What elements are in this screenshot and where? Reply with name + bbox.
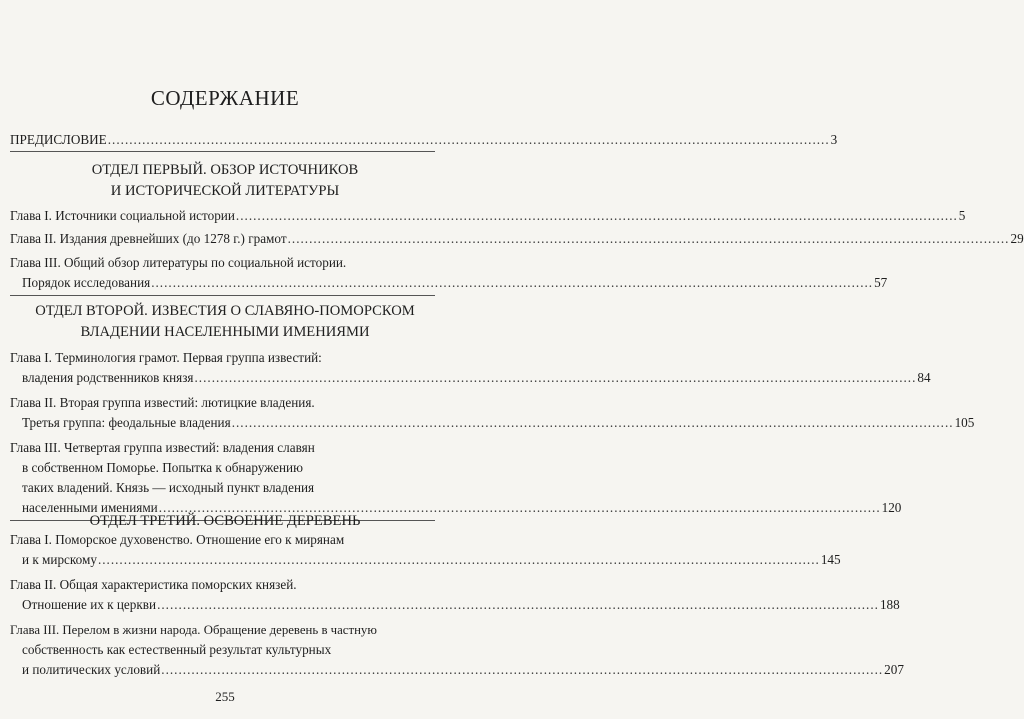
toc-entry-page: 145 <box>820 552 841 567</box>
toc-entry-s3-ch2[interactable] <box>10 575 900 615</box>
toc-entry-preface[interactable] <box>10 130 838 150</box>
toc-entry-page: 57 <box>874 275 888 290</box>
leader-dots: ........................................................................................................................................................................ <box>107 132 830 147</box>
page-number: 255 <box>215 689 235 704</box>
section-heading-line: И ИСТОРИЧЕСКОЙ ЛИТЕРАТУРЫ <box>110 183 340 199</box>
toc-entry-page: 188 <box>879 597 900 612</box>
section-divider <box>10 295 435 296</box>
toc-entry-title-cont: в собственном Поморье. Попытка к обнаружению <box>22 460 303 475</box>
toc-entry-title-cont: населенными имениями <box>22 500 158 515</box>
section-heading-line: ОТДЕЛ ТРЕТИЙ. ОСВОЕНИЕ ДЕРЕВЕНЬ <box>89 513 361 529</box>
toc-entry-page: 3 <box>830 132 838 147</box>
toc-entry-s1-ch1[interactable] <box>10 206 966 226</box>
toc-entry-title-cont: собственность как естественный результат культурных <box>22 642 332 657</box>
toc-entry-title: Глава II. Общая характеристика поморских князей. <box>10 577 297 592</box>
page-title: СОДЕРЖАНИЕ <box>150 86 300 110</box>
leader-dots: ........................................................................................................................................................................ <box>235 208 958 223</box>
toc-entry-title: Глава I. Источники социальной истории <box>10 208 235 223</box>
toc-entry-title-cont: Порядок исследования <box>22 275 151 290</box>
toc-entry-s1-ch3[interactable] <box>10 253 888 293</box>
toc-entry-s2-ch2[interactable] <box>10 393 975 433</box>
section-heading-2 <box>0 301 450 343</box>
toc-entry-page: 29 <box>1010 231 1024 246</box>
toc-entry-title-cont: и политических условий <box>22 662 161 677</box>
toc-entry-s3-ch1[interactable] <box>10 530 841 570</box>
toc-entry-page: 105 <box>954 415 975 430</box>
toc-entry-title-cont: таких владений. Князь — исходный пункт владения <box>22 480 315 495</box>
toc-entry-title: Глава II. Издания древнейших (до 1278 г.) грамот <box>10 231 287 246</box>
section-heading-1 <box>0 160 450 202</box>
leader-dots: ........................................................................................................................................................................ <box>97 552 820 567</box>
toc-entry-s2-ch1[interactable] <box>10 348 931 388</box>
toc-entry-title: ПРЕДИСЛОВИЕ <box>10 132 107 147</box>
toc-entry-page: 207 <box>884 662 904 677</box>
leader-dots: ........................................................................................................................................................................ <box>194 370 917 385</box>
leader-dots: ........................................................................................................................................................................ <box>151 275 874 290</box>
section-heading-line: ВЛАДЕНИИ НАСЕЛЕННЫМИ ИМЕНИЯМИ <box>80 324 370 340</box>
toc-entry-s2-ch3[interactable] <box>10 438 902 518</box>
leader-dots: ........................................................................................................................................................................ <box>231 415 954 430</box>
toc-entry-title: Глава I. Поморское духовенство. Отношение его к мирянам <box>10 532 345 547</box>
toc-entry-page: 5 <box>958 208 966 223</box>
section-heading-line: ОТДЕЛ ВТОРОЙ. ИЗВЕСТИЯ О СЛАВЯНО-ПОМОРСКОМ <box>35 303 415 319</box>
toc-entry-title: Глава III. Перелом в жизни народа. Обращение деревень в частную <box>10 623 377 637</box>
section-heading-line: ОТДЕЛ ПЕРВЫЙ. ОБЗОР ИСТОЧНИКОВ <box>91 162 359 178</box>
toc-entry-s1-ch2[interactable] <box>10 229 1024 249</box>
toc-entry-title: Глава II. Вторая группа известий: лютицкие владения. <box>10 395 315 410</box>
toc-entry-page: 84 <box>917 370 931 385</box>
section-heading-3 <box>0 511 450 532</box>
toc-entry-title-cont: Третья группа: феодальные владения <box>22 415 231 430</box>
toc-entry-title: Глава III. Общий обзор литературы по социальной истории. <box>10 255 347 270</box>
toc-entry-s3-ch3[interactable] <box>10 620 904 680</box>
leader-dots: ........................................................................................................................................................................ <box>161 662 884 677</box>
section-divider <box>10 151 435 152</box>
leader-dots: ........................................................................................................................................................................ <box>287 231 1010 246</box>
leader-dots: ........................................................................................................................................................................ <box>157 597 879 612</box>
toc-entry-page: 120 <box>881 500 902 515</box>
toc-entry-title-cont: владения родственников князя <box>22 370 194 385</box>
toc-entry-title-cont: Отношение их к церкви <box>22 597 157 612</box>
leader-dots: ........................................................................................................................................................................ <box>158 500 881 515</box>
toc-entry-title: Глава I. Терминология грамот. Первая группа известий: <box>10 350 322 365</box>
toc-entry-title-cont: и к мирскому <box>22 552 97 567</box>
toc-entry-title: Глава III. Четвертая группа известий: владения славян <box>10 440 315 455</box>
